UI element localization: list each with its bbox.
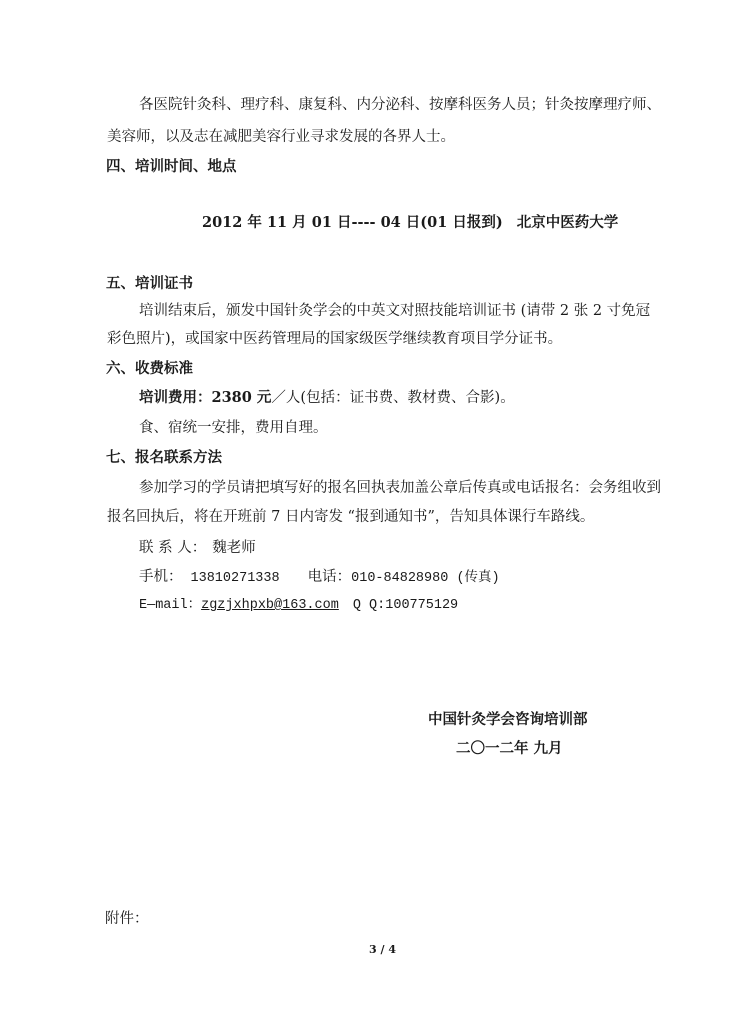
section7-text-line1: 参加学习的学员请把填写好的报名回执表加盖公章后传真或电话报名：会务组收到 xyxy=(139,480,661,496)
signature-org: 中国针灸学会咨询培训部 xyxy=(428,711,588,728)
section5-heading: 五、培训证书 xyxy=(106,275,193,292)
mobile-label: 手机： xyxy=(139,569,183,585)
section5-text-line1: 培训结束后，颁发中国针灸学会的中英文对照技能培训证书 (请带 2 张 2 寸免冠 xyxy=(139,303,651,319)
training-schedule xyxy=(202,213,618,233)
training-location: 北京中医药大学 xyxy=(516,214,619,231)
fee-detail: ／人(包括：证书费、教材费、合影)。 xyxy=(271,390,515,406)
section7-text-line2: 报名回执后，将在开班前 7 日内寄发 “报到通知书”，告知具体课行车路线。 xyxy=(107,509,595,525)
mobile-number: 13810271338 xyxy=(190,571,280,586)
phone-number: 010-84828980 (传真) xyxy=(351,571,500,586)
section4-heading: 四、培训时间、地点 xyxy=(106,158,237,175)
attachment-label: 附件： xyxy=(105,911,149,927)
email-line xyxy=(139,594,458,616)
contact-person-line xyxy=(139,538,256,558)
email-link[interactable]: zgzjxhpxb@163.com xyxy=(201,598,339,613)
contact-label: 联 系 人： xyxy=(139,540,207,556)
fee-label: 培训费用：2380 元 xyxy=(139,389,272,406)
section3-text-line2: 美容师，以及志在减肥美容行业寻求发展的各界人士。 xyxy=(107,129,455,145)
signature-date: 二〇一二年 九月 xyxy=(456,740,563,757)
section6-heading: 六、收费标准 xyxy=(106,360,193,377)
fee-line xyxy=(139,388,515,408)
phone-line xyxy=(139,567,500,589)
lodging-note: 食、宿统一安排，费用自理。 xyxy=(139,420,328,436)
section7-heading: 七、报名联系方法 xyxy=(106,449,222,466)
schedule-dates: 2012 年 11 月 01 日---- 04 日(01 日报到) xyxy=(202,214,503,231)
contact-name: 魏老师 xyxy=(212,540,256,556)
section3-text-line1: 各医院针灸科、理疗科、康复科、内分泌科、按摩科医务人员；针灸按摩理疗师、 xyxy=(139,97,661,113)
email-label: E—mail： xyxy=(139,598,202,613)
phone-label: 电话： xyxy=(307,569,352,585)
section5-text-line2: 彩色照片)，或国家中医药管理局的国家级医学继续教育项目学分证书。 xyxy=(107,331,563,347)
qq-number: Q Q:100775129 xyxy=(352,598,459,613)
page-number: 3 / 4 xyxy=(369,943,396,956)
